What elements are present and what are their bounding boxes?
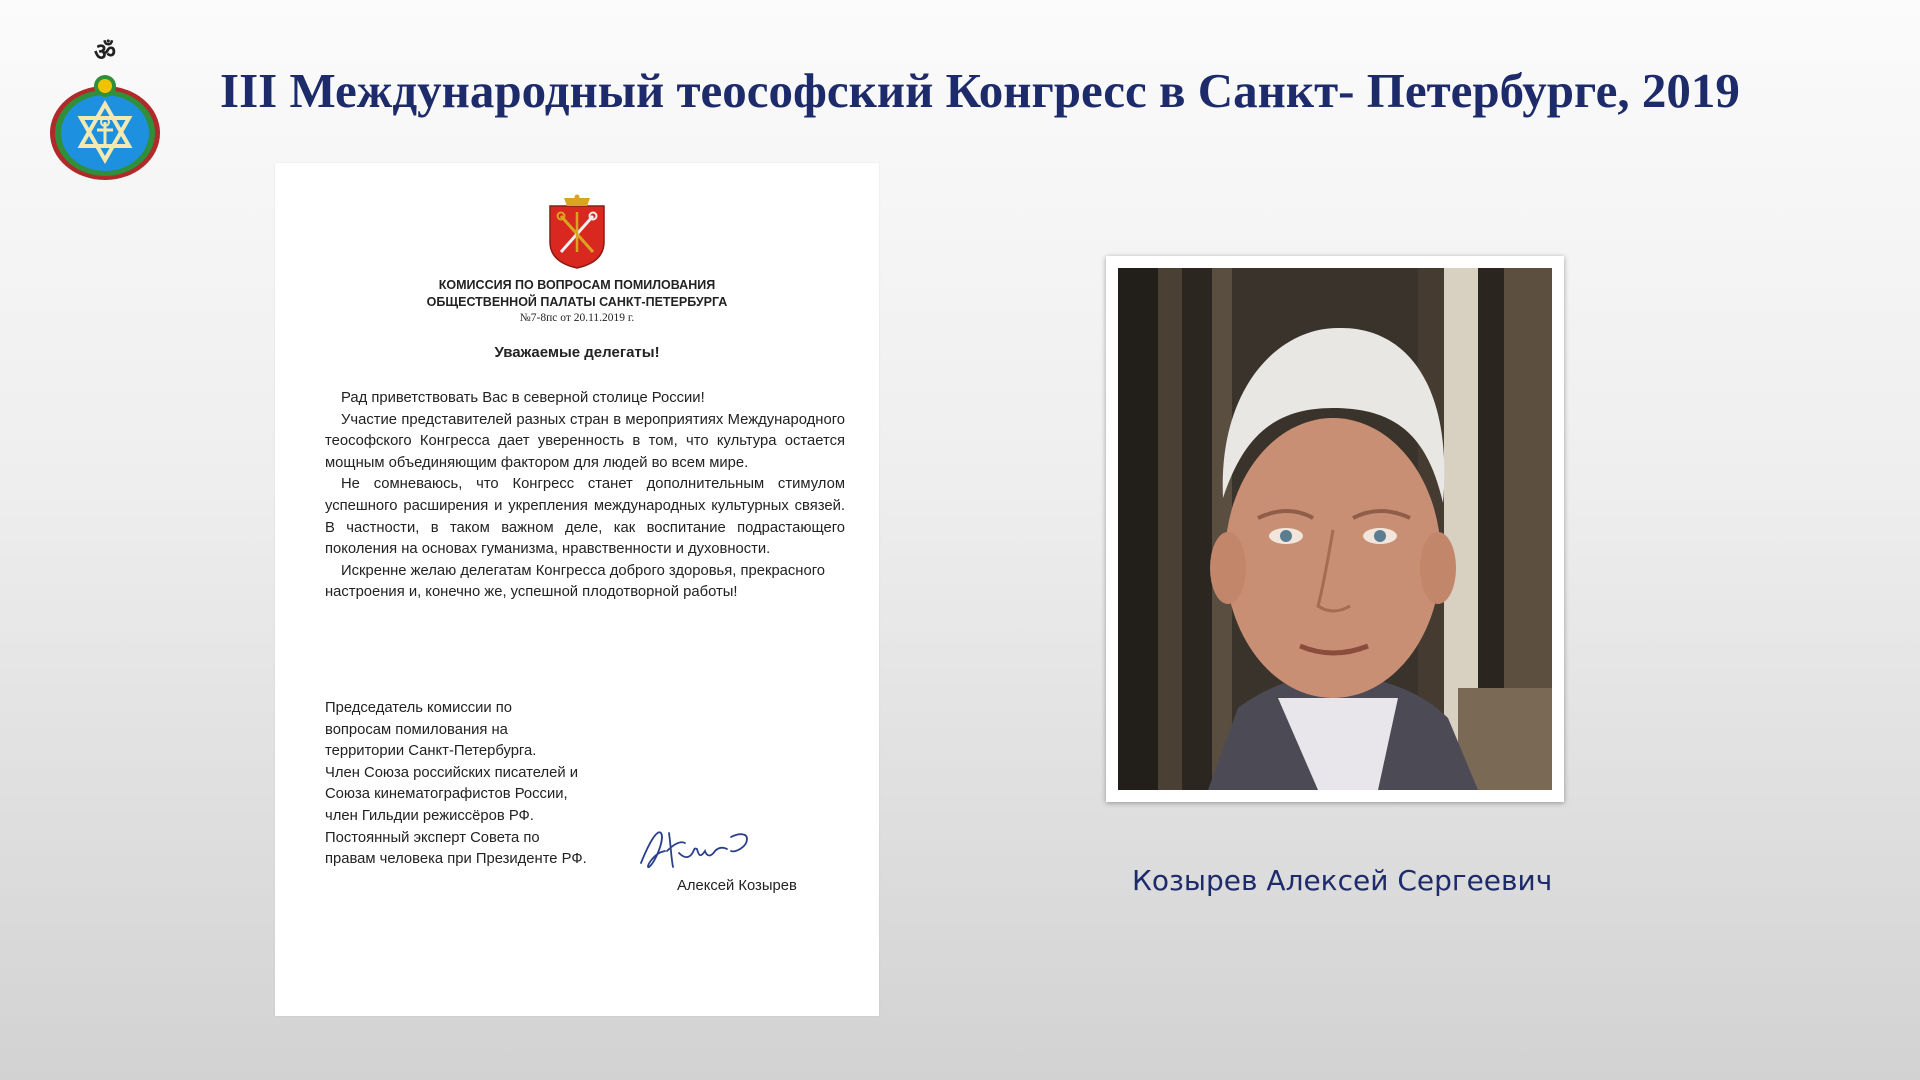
spb-coat-of-arms-icon (544, 194, 610, 270)
letter-paragraph: Не сомневаюсь, что Конгресс станет дополнительным стимулом успешного расширения и укрепления международных культурных связей. В частности, в таком важном деле, как воспитание подрастающего поколения на основах гуманизма, нравственности и духовности. (325, 476, 845, 558)
signer-title-line: правам человека при Президенте РФ. (325, 851, 587, 868)
slide-title: III Международный теософский Конгресс в Санкт- Петербурге, 2019 (220, 63, 1740, 118)
letter-document (275, 163, 879, 1016)
signer-title-line: территории Санкт-Петербурга. (325, 743, 537, 760)
letter-greeting: Уважаемые делегаты! (494, 344, 660, 361)
letter-paragraph: Рад приветствовать Вас в северной столице России! (341, 390, 705, 406)
letter-paragraph: Искренне желаю делегатам Конгресса доброго здоровья, прекрасного настроения и, конечно же, успешной плодотворной работы! (325, 562, 826, 601)
signature-icon (635, 823, 755, 879)
registration-number: №7-8пс от 20.11.2019 г. (519, 312, 635, 324)
signer-name: Алексей Козырев (677, 878, 797, 894)
org-name-line-2: ОБЩЕСТВЕННОЙ ПАЛАТЫ САНКТ-ПЕТЕРБУРГА (426, 295, 728, 309)
signer-title-line: Постоянный эксперт Совета по (325, 829, 540, 846)
signer-titles (325, 698, 655, 871)
signer-title-line: член Гильдии режиссёров РФ. (325, 807, 534, 824)
om-glyph: ॐ (94, 38, 116, 66)
letter-body (325, 388, 845, 604)
photo-caption: Козырев Алексей Сергеевич (1132, 864, 1553, 897)
signer-title-line: Член Союза российских писателей и (325, 764, 579, 781)
signer-title-line: Союза кинематографистов России, (325, 786, 568, 803)
org-name-line-1: КОМИССИЯ ПО ВОПРОСАМ ПОМИЛОВАНИЯ (438, 278, 716, 292)
signer-title-line: вопросам помилования на (325, 721, 508, 738)
theosophical-society-emblem-icon (45, 38, 165, 186)
portrait-photo (1118, 268, 1552, 790)
signer-title-line: Председатель комиссии по (325, 700, 513, 716)
portrait-photo-frame (1106, 256, 1564, 802)
letter-paragraph: Участие представителей разных стран в мероприятиях Международного теософского Конгресса дает уверенность в том, что культура остается мощным объединяющим фактором для людей во всем мире. (325, 411, 845, 471)
